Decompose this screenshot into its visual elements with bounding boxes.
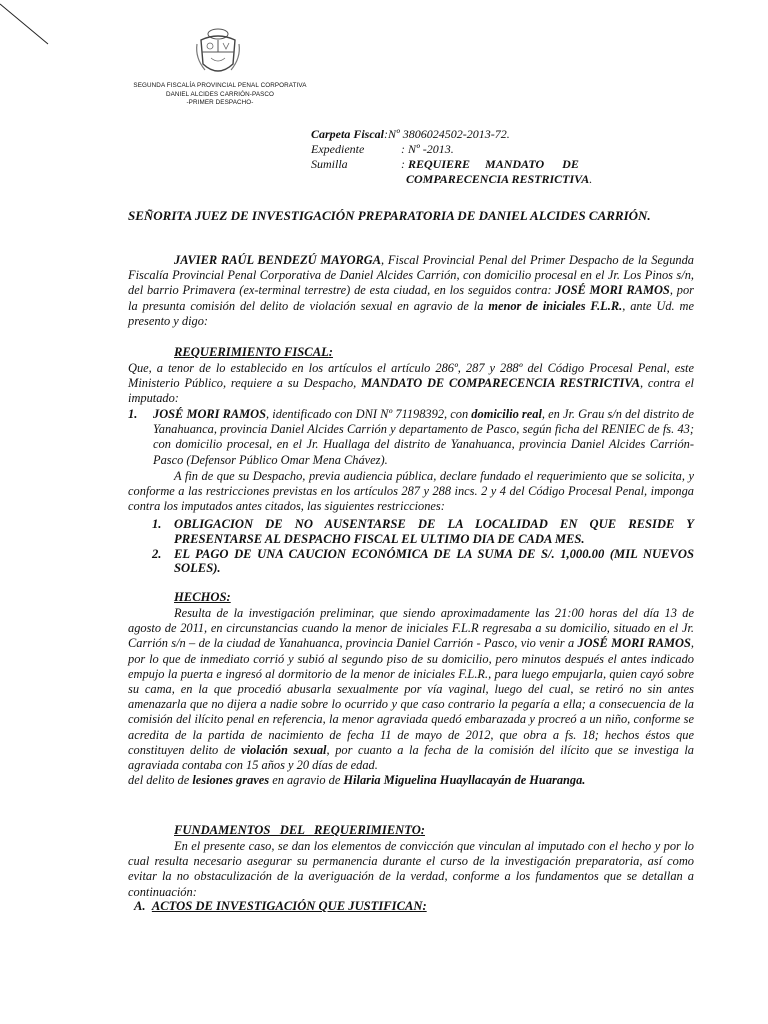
intro-text: , ante Ud. me presento y digo:	[128, 298, 694, 328]
intro-text: , por la presunta comisión del delito de violación sexual en agravio de la	[128, 283, 694, 313]
accused-item	[128, 407, 694, 468]
carpeta-label: Carpeta Fiscal	[311, 127, 385, 141]
req-text: , contra el imputado:	[128, 376, 694, 406]
item-name: JOSÉ MORI RAMOS	[153, 407, 267, 421]
carpeta-value: :Nº 3806024502-2013-72.	[384, 127, 510, 141]
institution-header	[100, 82, 340, 108]
list-item	[152, 517, 694, 547]
accused-name: JOSÉ MORI RAMOS	[555, 283, 670, 298]
sub-letter: A.	[134, 899, 146, 913]
fundamentos-paragraph	[128, 839, 694, 900]
victim-name: Hilaria Miguelina Huayllacayán de Huaranga.	[343, 773, 586, 788]
fundamentos-text: En el presente caso, se dan los elementos de convicción que vinculan al imputado con el hecho y por lo cual resulta necesario asegurar su permanencia durante el curso de la investigación preparatoria, así como evitar la no obstaculización de la averiguación de la verdad, conforme a los fundamentos que se detallan a continuación:	[128, 839, 694, 899]
corner-fold-line	[0, 0, 60, 50]
requerimiento-heading: REQUERIMIENTO FISCAL:	[174, 345, 333, 359]
restrictions-list	[152, 517, 694, 576]
sub-heading-text: ACTOS DE INVESTIGACIÓN QUE JUSTIFICAN	[151, 899, 423, 913]
crime-name: violación sexual	[241, 742, 327, 757]
expediente-value: : Nº -2013.	[401, 142, 454, 156]
restriction-text: EL PAGO DE UNA CAUCION ECONÓMICA DE LA SUMA DE S/. 1,000.00 (MIL NUEVOS SOLES).	[174, 546, 694, 576]
mandate-name: MANDATO DE COMPARECENCIA RESTRICTIVA	[361, 376, 640, 391]
hechos-text: en agravio de	[269, 773, 344, 788]
fiscal-name: JAVIER RAÚL BENDEZÚ MAYORGA	[174, 253, 381, 267]
hechos-paragraph	[128, 606, 694, 788]
institution-line: SEGUNDA FISCALÍA PROVINCIAL PENAL CORPORATIVA	[133, 82, 307, 89]
restriction-text: OBLIGACION DE NO AUSENTARSE DE LA LOCALIDAD EN QUE RESIDE Y PRESENTARSE AL DESPACHO FISCAL EL ULTIMO DIA DE CADA MES.	[174, 517, 694, 546]
intro-text: , Fiscal Provincial Penal del Primer Despacho de la Segunda Fiscalía Provincial Penal Corporativa de Daniel Alcides Carrión, con domicilio procesal en el Jr. Los Pinos s/n, del barrio Primavera (ex-terminal terrestre) de esta ciudad, en los seguidos contra:	[128, 253, 694, 298]
list-item	[152, 547, 694, 577]
req-text: Que, a tenor de lo establecido en los artículos el artículo 286º, 287 y 288º del Código Procesal Penal, este Ministerio Público, requiere a su Despacho,	[128, 361, 694, 391]
accused-name: JOSÉ MORI RAMOS	[577, 636, 691, 651]
hechos-text: del delito de	[128, 773, 193, 788]
item-number: 1.	[128, 407, 138, 421]
institution-line: -PRIMER DESPACHO-	[186, 99, 254, 107]
restriction-number: 2.	[152, 546, 162, 561]
sumilla-value-1: REQUIERE MANDATO DE	[408, 157, 579, 171]
intro-paragraph	[128, 253, 694, 329]
item-domicilio: domicilio real	[471, 407, 542, 421]
requerimiento-paragraph	[128, 361, 694, 407]
addressee: SEÑORITA JUEZ DE INVESTIGACIÓN PREPARATORIA DE DANIEL ALCIDES CARRIÓN.	[128, 208, 651, 223]
hechos-heading: HECHOS:	[174, 590, 231, 604]
hechos-text: , por cuanto a la fecha de la comisión del ilícito que se investiga la agraviada contaba con 15 años y 20 días de edad.	[128, 742, 694, 773]
case-metadata	[311, 127, 592, 187]
sumilla-colon: :	[401, 157, 408, 171]
restriction-number: 1.	[152, 517, 162, 531]
victim-initials: menor de iniciales F.L.R.	[488, 298, 623, 313]
hechos-text: Resulta de la investigación preliminar, que siendo aproximadamente las 21:00 horas del día 13 de agosto de 2011, en circunstancias cuando la menor de iniciales F.L.R regresaba a su domicilio, situado en el Jr. Carrión s/n – de la ciudad de Yanahuanca, provincia Daniel Carrión - Pasco, vio venir a	[128, 606, 694, 651]
sumilla-label: Sumilla	[311, 157, 348, 171]
item-text: , en Jr. Grau s/n del distrito de Yanahuanca, provincia Daniel Alcides Carrión y departamento de Pasco, según ficha del RENIEC de fs. 43; con domicilio procesal, en el Jr. Huallaga del distrito de Yanahuanca, provincia Daniel Alcides Carrión-Pasco (Defensor Público Omar Mena Chávez).	[153, 407, 695, 467]
afin-paragraph	[128, 469, 694, 515]
sumilla-period: .	[589, 172, 593, 186]
institution-line: DANIEL ALCIDES CARRIÓN-PASCO	[165, 90, 275, 98]
peru-national-shield-icon	[193, 24, 243, 80]
injuries-crime: lesiones graves	[192, 773, 270, 788]
item-text: , identificado con DNI Nº 71198392, con	[266, 407, 472, 421]
expediente-label: Expediente	[311, 142, 365, 156]
sub-heading-a: A. ACTOS DE INVESTIGACIÓN QUE JUSTIFICAN:	[134, 899, 427, 913]
hechos-text: , por lo que de inmediato corrió y subió al segundo piso de su domicilio, pero minutos después el antes indicado empujo la puerta e ingresó al dormitorio de la menor de iniciales F.L.R., para luego empujarla, quien cayó sobre su cama, en la que procedió abusarla sexualmente por vía vaginal, luego del cual, se retiró no sin antes amenazarla que no dijera a nadie sobre lo ocurrido y que caso contrario la pegaría a ella; a consecuencia de la comisión del ilícito penal en referencia, la menor agraviada quedó embarazada y procreó a un niño, conforme se acredita de la partida de nacimiento de fecha 11 de mayo de 2012, que obra a fs. 18; hechos éstos que constituyen delito de	[128, 636, 694, 757]
afin-text: A fin de que su Despacho, previa audiencia pública, declare fundado el requerimiento que se solicita, y conforme a las restricciones previstas en los artículos 287 y 288 incs. 2 y 4 del Código Procesal Penal, imponga contra los imputados antes citados, las siguientes restricciones:	[128, 469, 694, 514]
sumilla-value-2: COMPARECENCIA RESTRICTIVA	[406, 172, 590, 186]
fundamentos-heading: FUNDAMENTOS DEL REQUERIMIENTO:	[174, 823, 425, 837]
